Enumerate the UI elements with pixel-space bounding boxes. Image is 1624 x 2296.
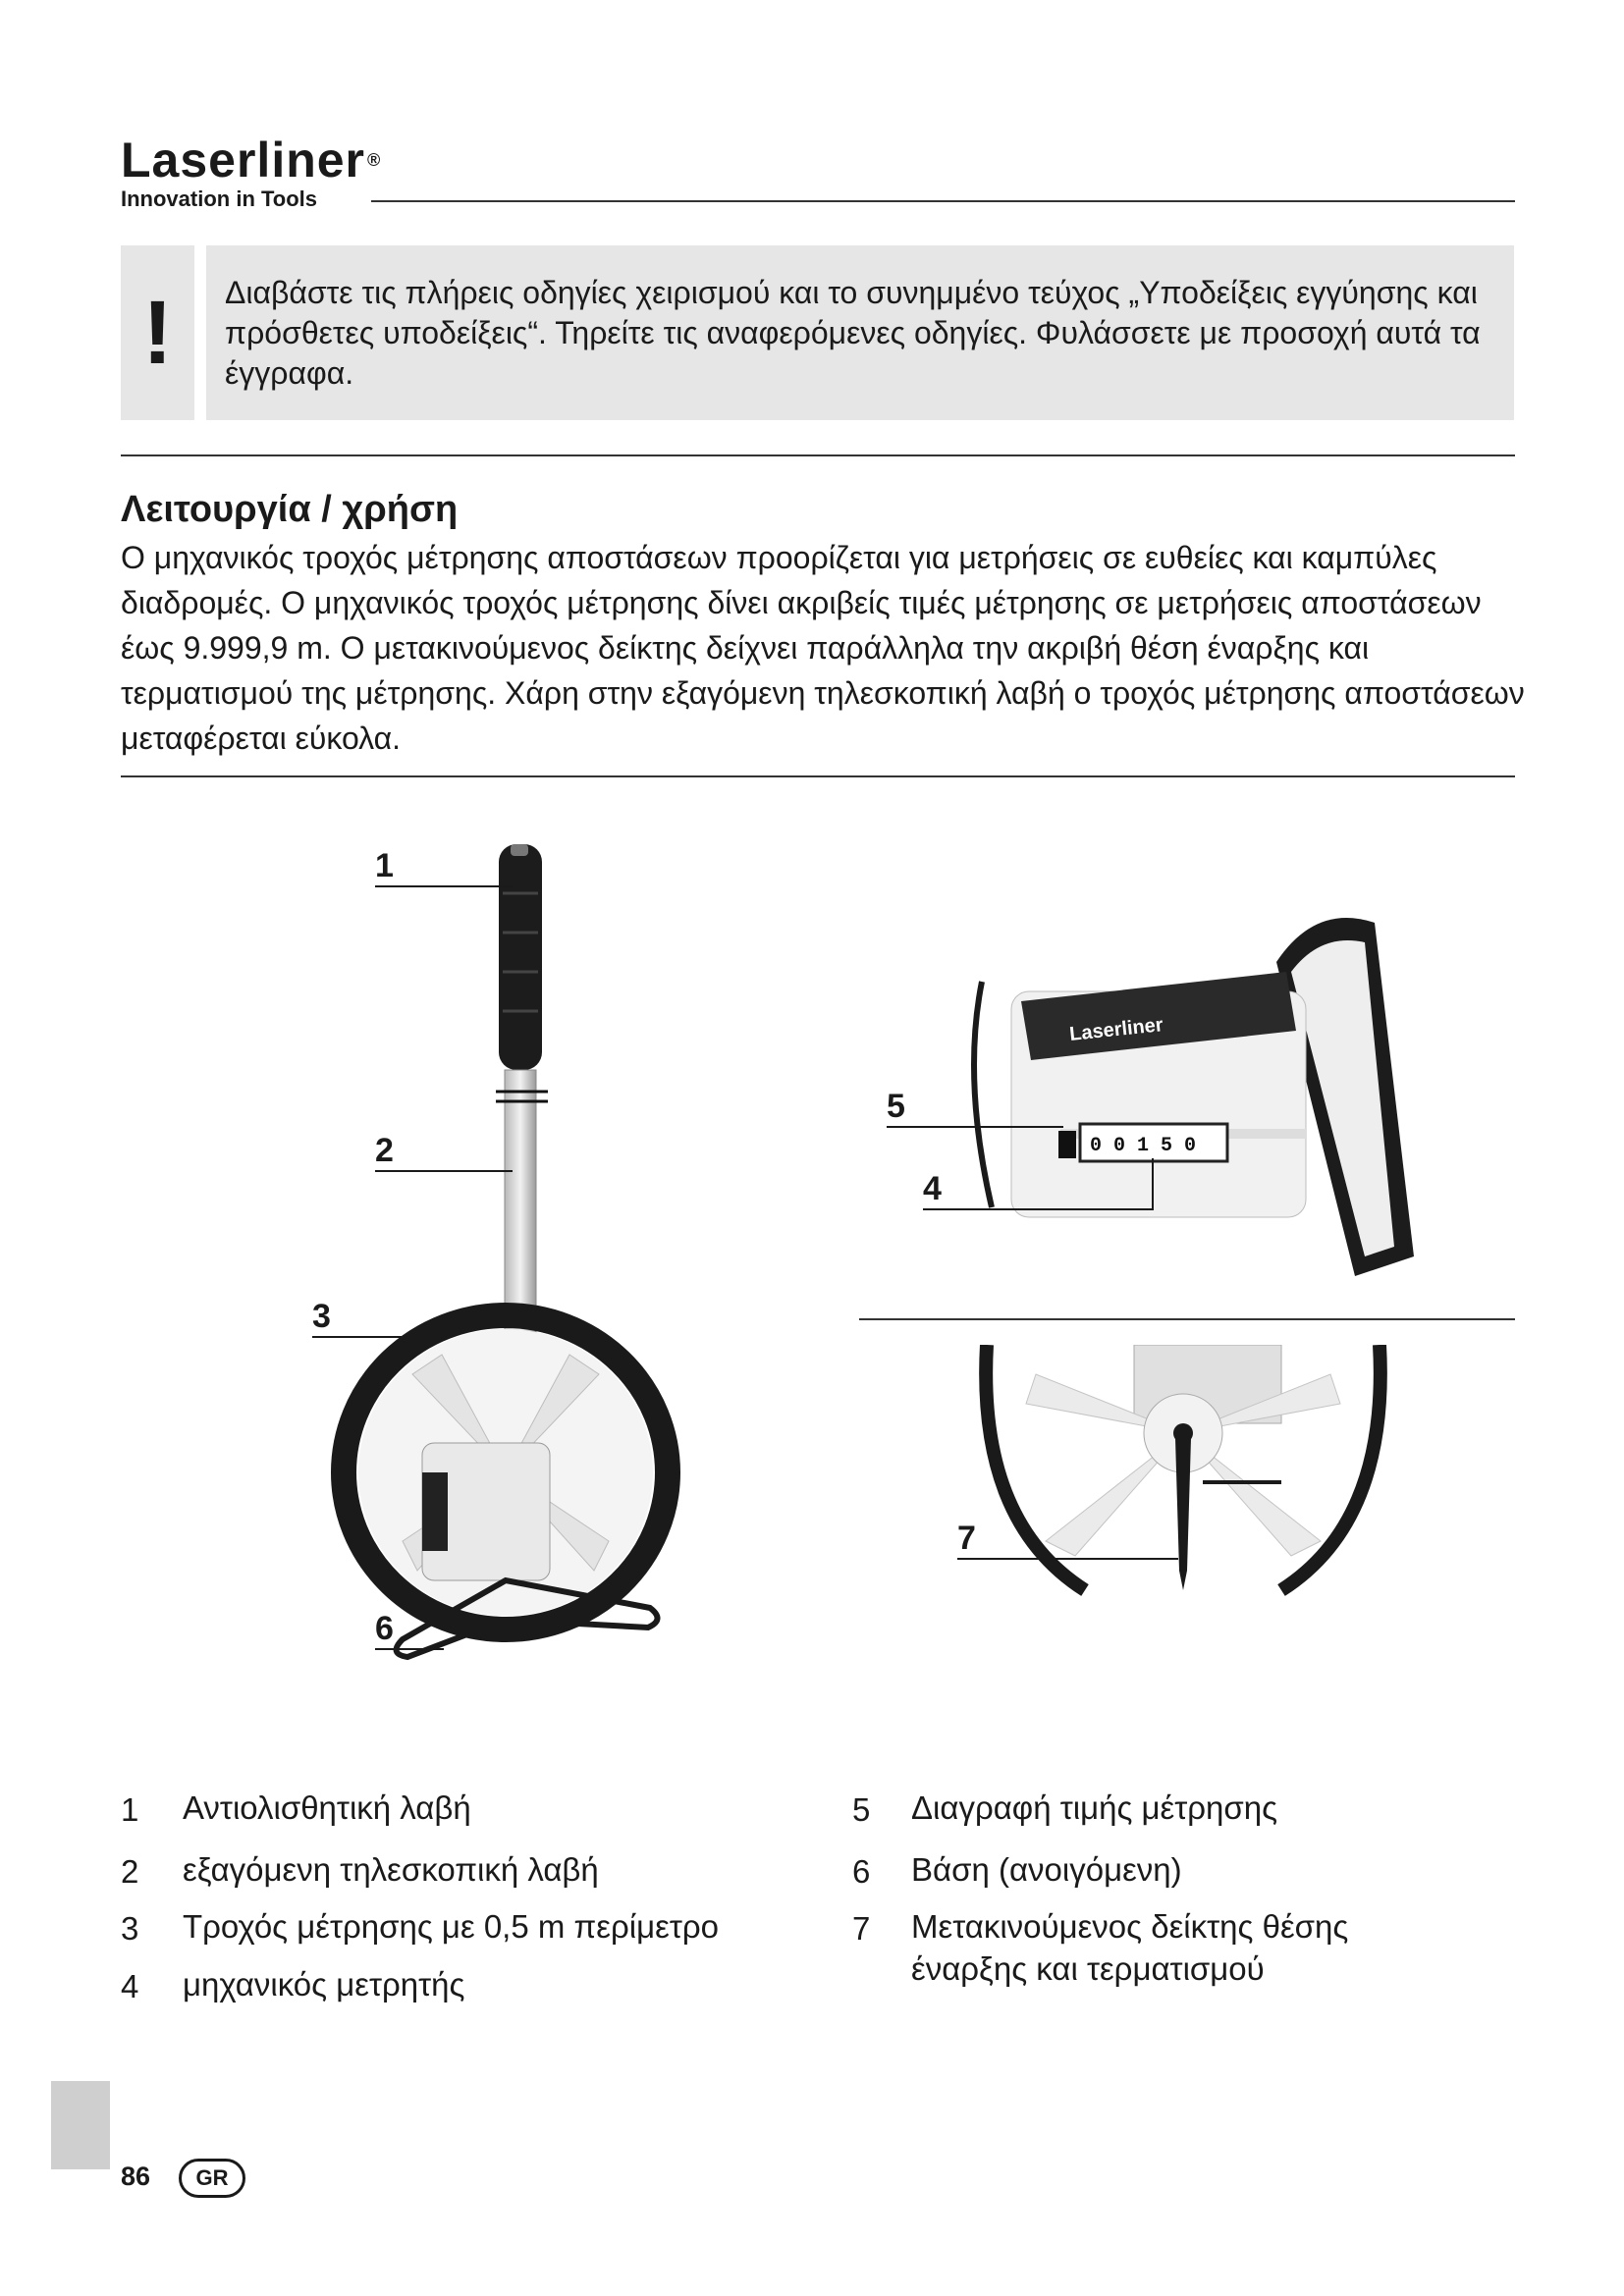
section-body: Ο μηχανικός τροχός μέτρησης αποστάσεων προορίζεται για μετρήσεις σε ευθείες και καμπύλες διαδρομές. Ο μηχανικός τροχός μέτρησης δίνει ακριβείς τιμές μέτρησης σε μετρήσεις αποστάσεων έως 9.999,9 m. Ο μετακινούμενος δείκτης δείχνει παράλληλα την ακριβή θέση έναρξης και τερματισμού της μέτρησης. Χάρη στην εξαγόμενη τηλεσκοπική λαβή ο τροχός μέτρησης αποστάσεων μεταφέρεται εύκολα. [121, 540, 1525, 756]
callout-1-line [375, 885, 513, 887]
measuring-wheel-figure [295, 825, 766, 1708]
callout-7-line [957, 1558, 1178, 1560]
callout-4-line [923, 1208, 1154, 1210]
legend-text-6: Βάση (ανοιγόμενη) [911, 1851, 1182, 1888]
legend-text-3: Τροχός μέτρησης με 0,5 m περίμετρο [183, 1908, 719, 1945]
telescopic-handle [505, 1070, 536, 1335]
brand-name: Laserliner [121, 133, 366, 187]
callout-2-line [375, 1170, 513, 1172]
legend-num-2: 2 [121, 1853, 139, 1890]
callout-2: 2 [375, 1132, 394, 1169]
legend-text-2: εξαγόμενη τηλεσκοπική λαβή [183, 1851, 599, 1888]
page-tab [51, 2081, 110, 2169]
divider-2 [121, 775, 1515, 777]
legend-num-1: 1 [121, 1791, 139, 1828]
warning-icon: ! [121, 245, 194, 420]
mechanical-counter [422, 1472, 448, 1551]
callout-6-line [375, 1648, 444, 1650]
language-badge: GR [179, 2159, 245, 2198]
page-number: 86 [121, 2162, 151, 2191]
legend-text-5: Διαγραφή τιμής μέτρησης [911, 1789, 1278, 1826]
callout-6: 6 [375, 1610, 394, 1647]
legend-num-5: 5 [852, 1791, 871, 1828]
header-rule [371, 200, 1515, 202]
anti-slip-handle [499, 844, 542, 1070]
legend-num-6: 6 [852, 1853, 871, 1890]
legend-text-7: Μετακινούμενος δείκτης θέσης έναρξης και τερματισμού [911, 1908, 1349, 1987]
brand-logo [121, 135, 381, 212]
callout-4: 4 [923, 1170, 942, 1207]
reset-button [1058, 1131, 1076, 1158]
warning-text: Διαβάστε τις πλήρεις οδηγίες χειρισμού και το συνημμένο τεύχος „Υποδείξεις εγγύησης και πρόσθετες υποδείξεις“. Τηρείτε τις αναφερόμενες οδηγίες. Φυλάσσετε με προσοχή αυτά τα έγγραφα. [225, 275, 1481, 391]
legend-num-7: 7 [852, 1910, 871, 1947]
callout-7: 7 [957, 1520, 976, 1557]
section-title: Λειτουργία / χρήση [121, 489, 459, 530]
brand-tagline: Innovation in Tools [121, 187, 318, 211]
callout-3-line [312, 1336, 450, 1338]
callout-1: 1 [375, 847, 394, 884]
callout-5-line [887, 1126, 1063, 1128]
registered-mark: ® [367, 150, 382, 170]
legend-num-3: 3 [121, 1910, 139, 1947]
callout-3: 3 [312, 1298, 331, 1335]
device-brand: Laserliner [1068, 1014, 1164, 1045]
callout-5: 5 [887, 1088, 905, 1125]
divider-1 [121, 454, 1515, 456]
legend-text-1: Αντιολισθητική λαβή [183, 1789, 471, 1826]
counter-digits: 0 0 1 5 0 [1090, 1135, 1197, 1157]
counter-detail-figure [923, 883, 1453, 1296]
callout-4-riser [1152, 1158, 1154, 1209]
legend-num-4: 4 [121, 1968, 139, 2004]
divider-3 [859, 1318, 1515, 1320]
legend-text-4: μηχανικός μετρητής [183, 1966, 465, 2002]
movable-pointer [1175, 1438, 1191, 1590]
pointer-detail-figure [967, 1345, 1399, 1610]
